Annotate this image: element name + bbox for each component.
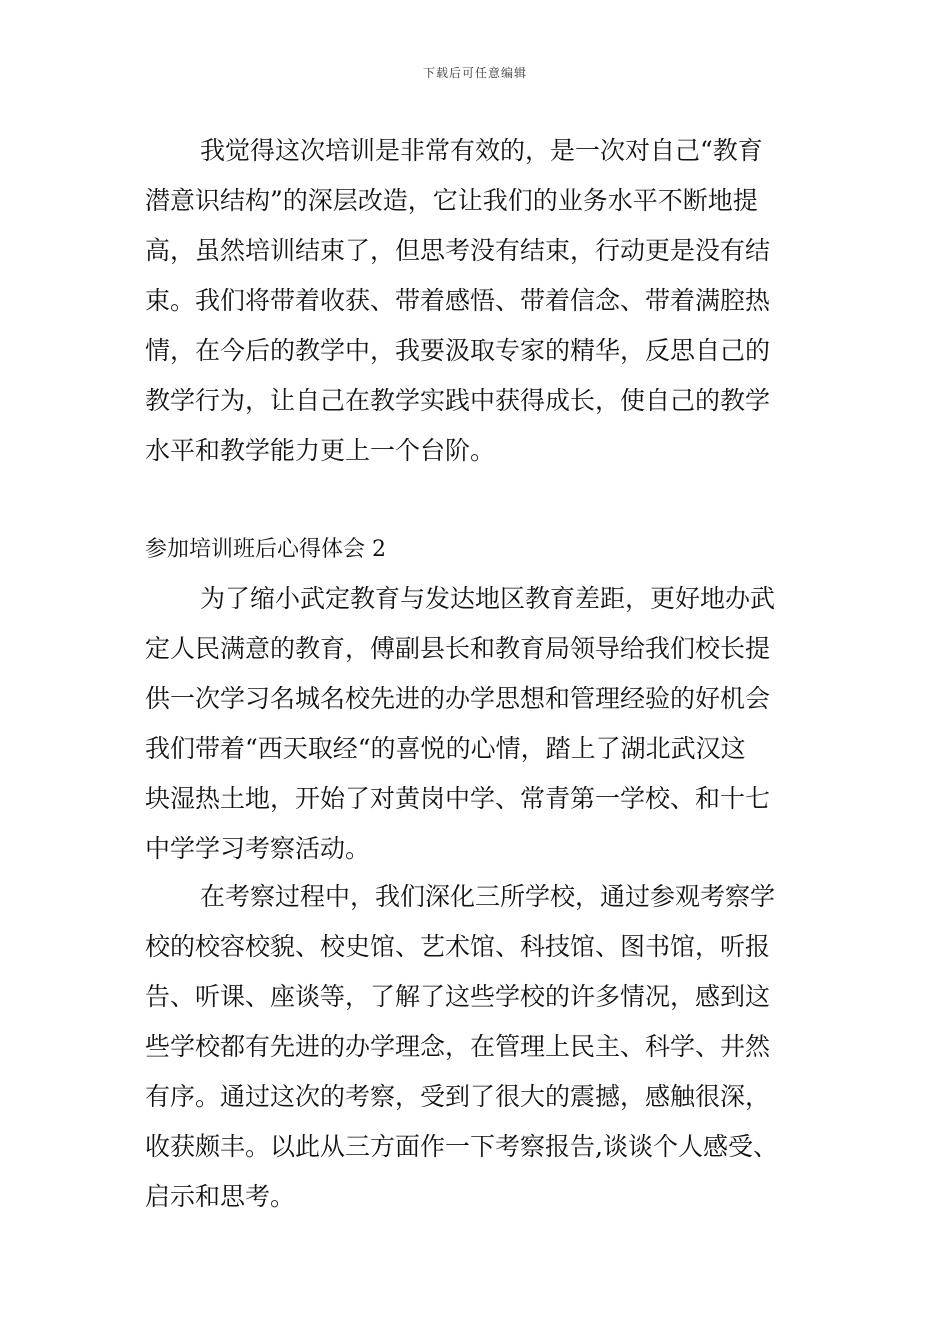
paragraph-line: 在考察过程中，我们深化三所学校，通过参观考察学: [200, 882, 776, 911]
section-title: 参加培训班后心得体会 2: [145, 537, 386, 562]
paragraph-line: 启示和思考。: [145, 1182, 296, 1211]
paragraph-line: 告、听课、座谈等，了解了这些学校的许多情况，感到这: [145, 982, 771, 1011]
paragraph-line: 水平和教学能力更上一个台阶。: [145, 436, 496, 465]
paragraph-line: 教学行为，让自己在教学实践中获得成长，使自己的教学: [145, 386, 771, 415]
paragraph-line: 定人民满意的教育，傅副县长和教育局领导给我们校长提: [145, 634, 771, 663]
paragraph-line: 高，虽然培训结束了，但思考没有结束，行动更是没有结: [145, 236, 771, 265]
paragraph-line: 校的校容校貌、校史馆、艺术馆、科技馆、图书馆，听报: [145, 932, 771, 961]
paragraph-line: 收获颇丰。以此从三方面作一下考察报告,谈谈个人感受、: [145, 1132, 778, 1161]
paragraph-line: 供一次学习名城名校先进的办学思想和管理经验的好机会: [145, 684, 771, 713]
paragraph-line: 中学学习考察活动。: [145, 834, 371, 863]
page-header: 下载后可任意编辑: [422, 66, 527, 80]
paragraph-line: 束。我们将带着收获、带着感悟、带着信念、带着满腔热: [145, 286, 771, 315]
paragraph-line: 我们带着“西天取经“的喜悦的心情，踏上了湖北武汉这: [145, 734, 746, 763]
paragraph-line: 块湿热土地，开始了对黄岗中学、常青第一学校、和十七: [145, 784, 771, 813]
paragraph-line: 潜意识结构”的深层改造，它让我们的业务水平不断地提: [145, 186, 758, 215]
paragraph-line: 有序。通过这次的考察，受到了很大的震撼，感触很深，: [145, 1082, 771, 1111]
paragraph-line: 为了缩小武定教育与发达地区教育差距，更好地办武: [200, 584, 776, 613]
paragraph-line: 情，在今后的教学中，我要汲取专家的精华，反思自己的: [145, 336, 771, 365]
paragraph-line: 些学校都有先进的办学理念，在管理上民主、科学、井然: [145, 1032, 771, 1061]
paragraph-line: 我觉得这次培训是非常有效的，是一次对自己“教育: [200, 136, 763, 165]
